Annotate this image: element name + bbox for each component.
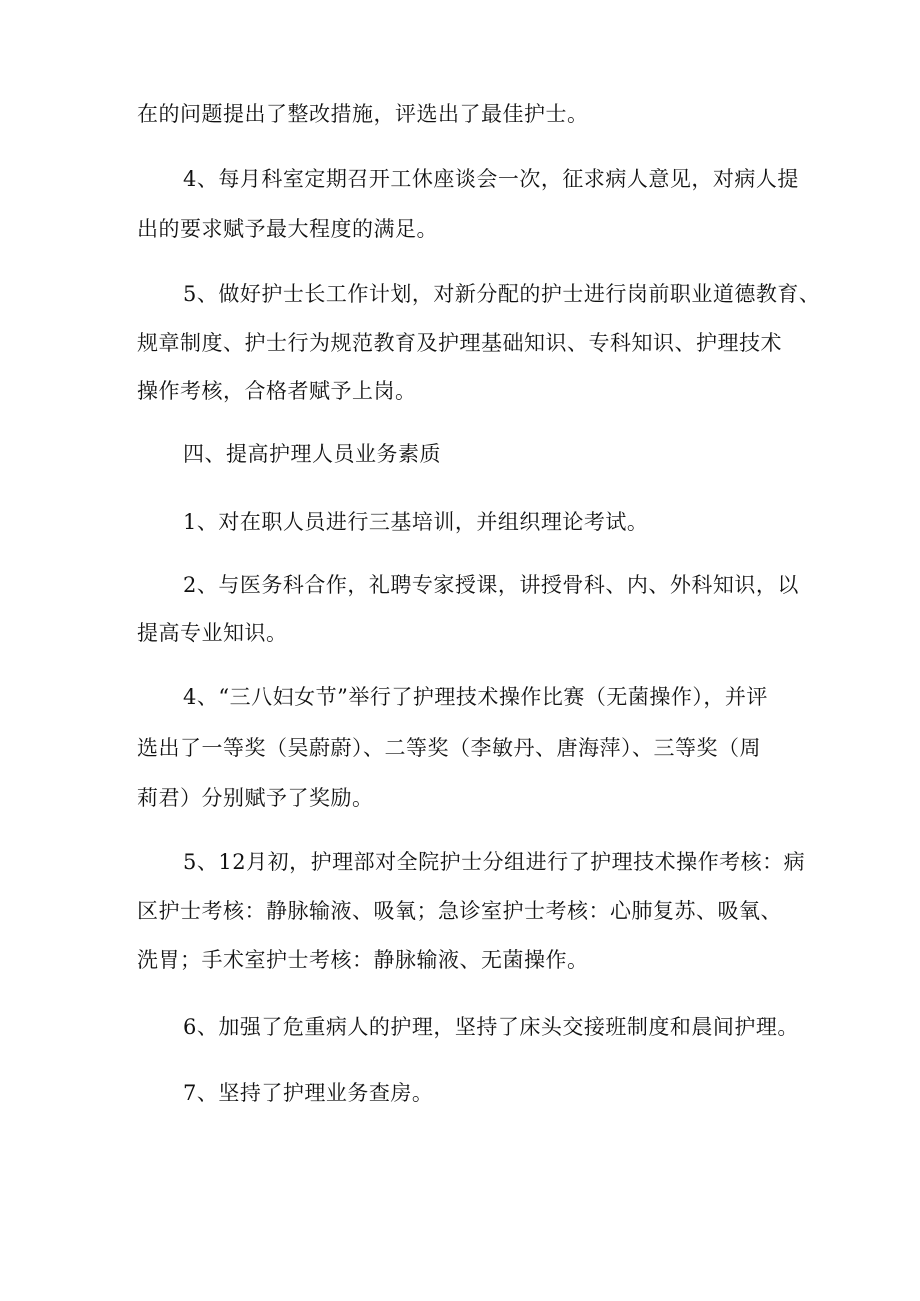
text-line: 莉君）分别赋予了奖励。 [137,786,374,810]
text-line: 操作考核，合格者赋予上岗。 [137,379,417,403]
text-line: 2、与医务科合作，礼聘专家授课，讲授骨科、内、外科知识，以 [183,573,799,597]
text-line: 5、做好护士长工作计划，对新分配的护士进行岗前职业道德教育、 [183,282,821,306]
text-line: 4、每月科室定期召开工休座谈会一次，征求病人意见，对病人提 [183,167,799,191]
section-heading: 四、提高护理人员业务素质 [183,442,441,466]
text-line: 选出了一等奖（吴蔚蔚）、二等奖（李敏丹、唐海萍）、三等奖（周 [137,736,761,760]
text-line: 在的问题提出了整改措施，评选出了最佳护士。 [137,102,589,126]
text-line: 7、坚持了护理业务查房。 [183,1081,434,1105]
text-line: 6、加强了危重病人的护理，坚持了床头交接班制度和晨间护理。 [183,1015,799,1039]
text-line: 5、12月初，护理部对全院护士分组进行了护理技术操作考核：病 [183,850,806,874]
text-line: 提高专业知识。 [137,621,288,645]
text-line: 1、对在职人员进行三基培训，并组织理论考试。 [183,510,649,534]
text-line: 4、“三八妇女节”举行了护理技术操作比赛（无菌操作），并评 [183,685,768,709]
text-line: 洗胃；手术室护士考核：静脉输液、无菌操作。 [137,948,589,972]
text-line: 规章制度、护士行为规范教育及护理基础知识、专科知识、护理技术 [137,331,782,355]
text-line: 区护士考核：静脉输液、吸氧；急诊室护士考核：心肺复苏、吸氧、 [137,899,782,923]
text-line: 出的要求赋予最大程度的满足。 [137,217,438,241]
